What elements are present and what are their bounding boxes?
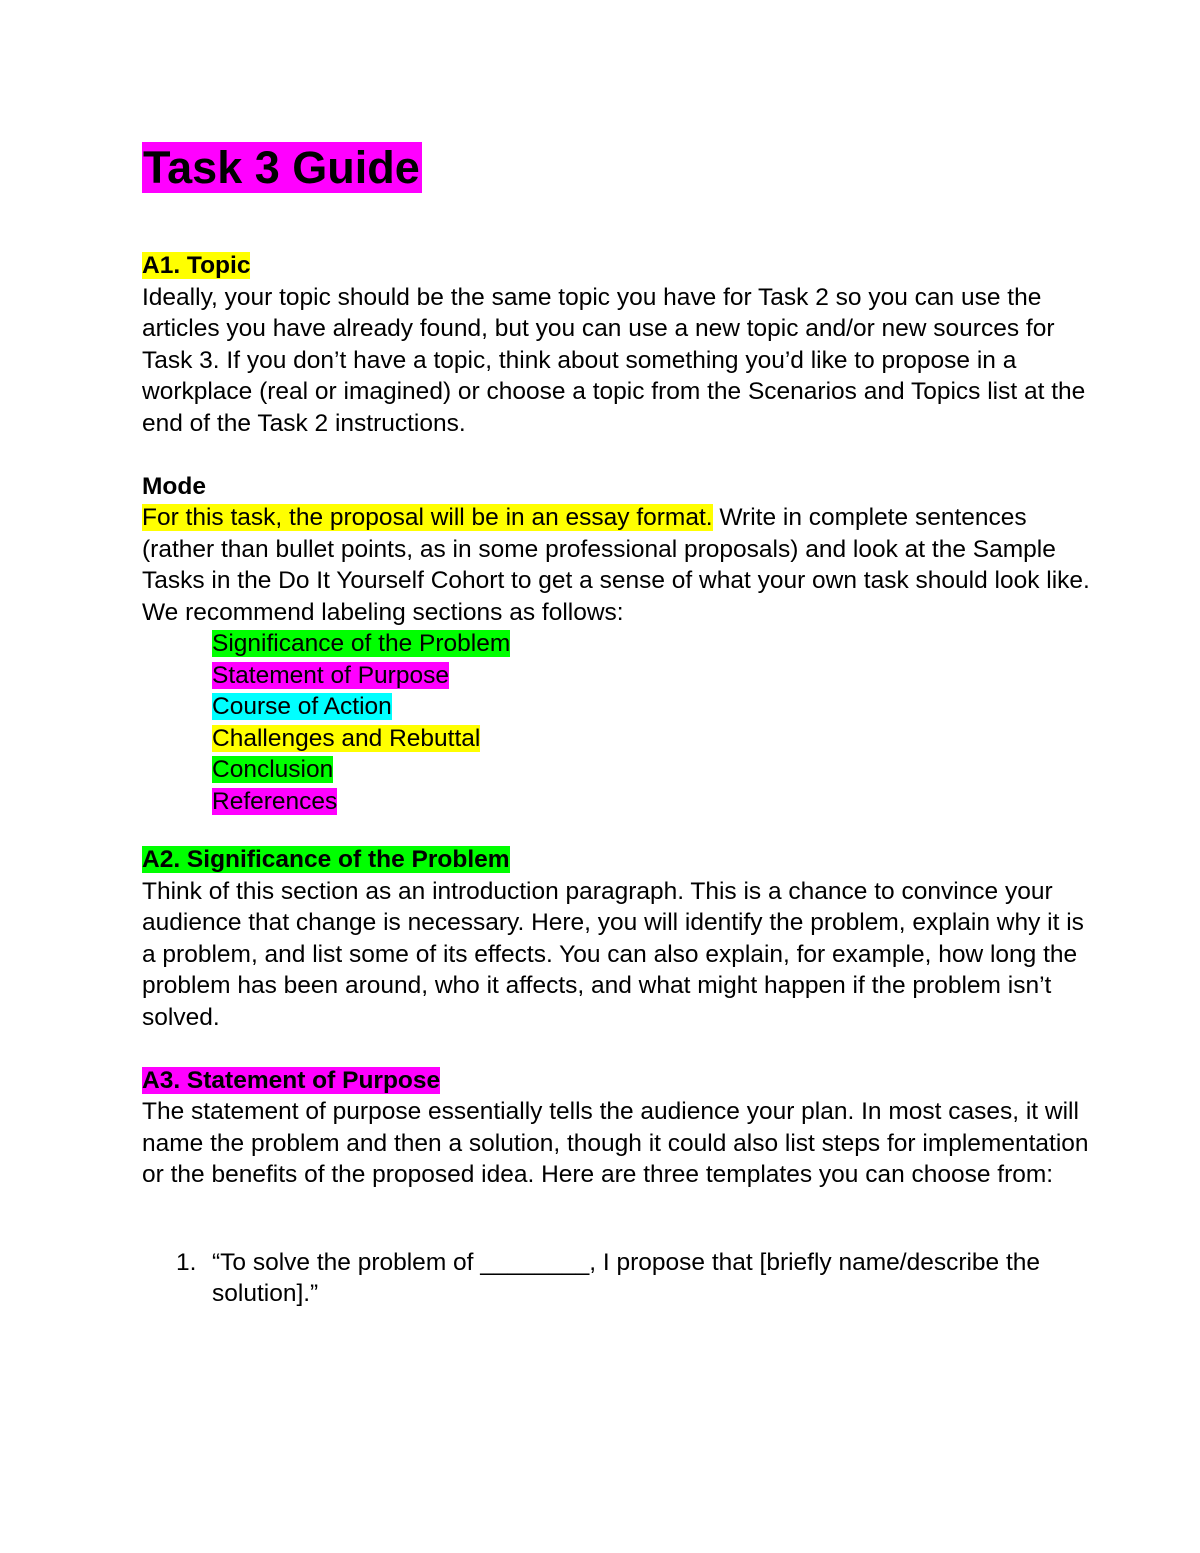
section-a1-body: Ideally, your topic should be the same topic you have for Task 2 so you can use the articles you have already found, but you can use a new topic and/or new sources for Task 3. If you don’t have a topic, think about something you’d like to propose in a workplace (real or imagined) or choose a topic from the Scenarios and Topics list at the end of the Task 2 instructions.: [142, 283, 1086, 437]
list-item: Course of Action: [212, 693, 392, 720]
section-a2-body: Think of this section as an introduction paragraph. This is a chance to convince your audience that change is necessary. Here, you will identify the problem, explain why it is a problem, and list some of its effects. You can also explain, for example, how long the problem has been around, who it affects, and what might happen if the problem isn’t solved.: [142, 877, 1084, 1031]
spacer: [142, 817, 1102, 844]
section-mode-body: [142, 502, 1102, 628]
section-a1-heading: A1. Topic: [142, 252, 251, 279]
spacer: [142, 439, 1102, 471]
section-a3-heading: A3. Statement of Purpose: [142, 1066, 441, 1094]
list-item: Challenges and Rebuttal: [212, 724, 481, 752]
document-page: [142, 140, 1102, 1310]
list-item: [142, 1247, 1102, 1310]
list-item: Statement of Purpose: [212, 661, 449, 689]
mode-highlight: For this task, the proposal will be in an essay format.: [142, 504, 713, 531]
document-title: Task 3 Guide: [143, 142, 420, 193]
list-item: Conclusion: [212, 756, 334, 783]
spacer: [142, 196, 1102, 250]
spacer: [142, 1033, 1102, 1065]
recommended-sections-list: [142, 628, 1102, 817]
section-a2-heading: A2. Significance of the Problem: [142, 846, 510, 873]
spacer: [142, 1191, 1102, 1247]
section-mode-heading: Mode: [142, 472, 206, 500]
list-item: References: [212, 787, 338, 815]
list-number: 1.: [176, 1248, 197, 1276]
template-text: “To solve the problem of ________, I propose that [briefly name/describe the solution].”: [212, 1248, 1041, 1307]
templates-list: [142, 1247, 1102, 1310]
section-a3-body: The statement of purpose essentially tells the audience your plan. In most cases, it will name the problem and then a solution, though it could also list steps for implementation or the benefits of the proposed idea. Here are three templates you can choose from:: [142, 1098, 1089, 1188]
list-item: Significance of the Problem: [212, 630, 511, 657]
mode-body-text: Write in complete sentences (rather than bullet points, as in some professional proposals) and look at the Sample Tasks in the Do It Yourself Cohort to get a sense of what your own task should look like. We recommend labeling sections as follows:: [142, 504, 1090, 626]
